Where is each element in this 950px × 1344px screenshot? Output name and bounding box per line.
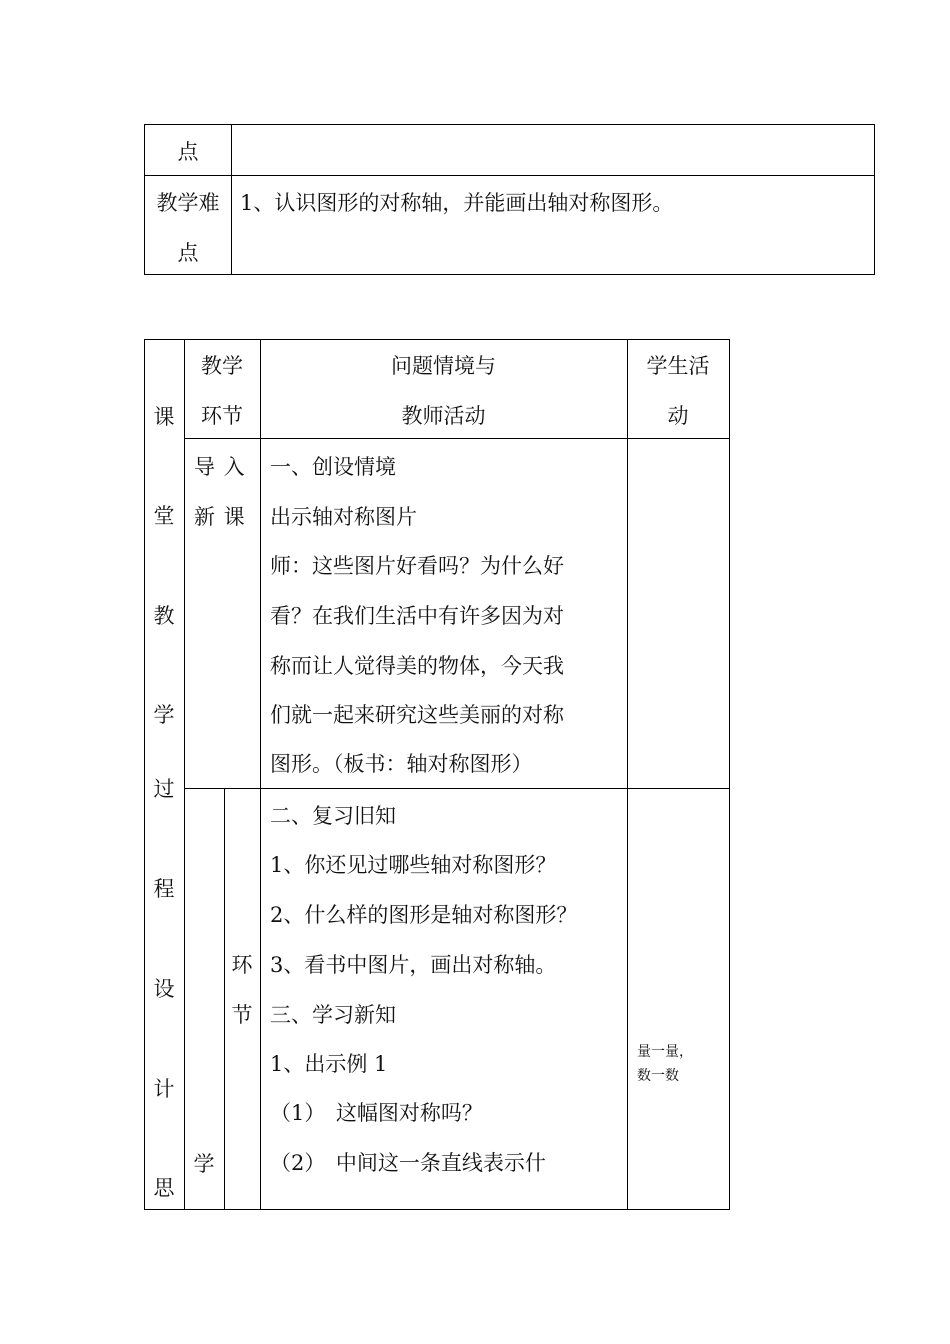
row-label: 点: [177, 241, 199, 265]
header-student: 学生活: [646, 354, 710, 378]
side-label-char: 程: [153, 877, 175, 901]
table-border: [144, 1209, 730, 1210]
header-section: 环节: [201, 404, 243, 428]
student-activity-line: 数一数: [637, 1068, 679, 1084]
teacher-activity-line: 看？在我们生活中有许多因为对: [270, 604, 564, 628]
section-label: 导 入: [194, 455, 246, 479]
side-label-char: 教: [153, 604, 175, 628]
student-activity-line: 量一量，: [637, 1044, 693, 1060]
side-label-char: 学: [153, 703, 175, 727]
side-label-char: 过: [153, 777, 175, 801]
header-section: 教学: [201, 354, 243, 378]
section-label: 环: [231, 953, 253, 977]
row-label: 教学难: [156, 191, 220, 215]
teacher-activity-line: （2） 中间这一条直线表示什: [270, 1151, 546, 1175]
table-border: [184, 339, 185, 1210]
section-label: 节: [231, 1003, 253, 1027]
table-border: [144, 175, 875, 176]
side-label-char: 堂: [153, 504, 175, 528]
side-label-char: 设: [153, 977, 175, 1001]
teacher-activity-line: 1、你还见过哪些轴对称图形？: [270, 853, 557, 877]
section-label: 学: [193, 1152, 215, 1176]
table-border: [874, 124, 875, 275]
teacher-activity-line: 们就一起来研究这些美丽的对称: [270, 703, 564, 727]
side-label-char: 课: [153, 405, 175, 429]
teacher-activity-line: 3、看书中图片，画出对称轴。: [270, 953, 557, 977]
teacher-activity-line: 2、什么样的图形是轴对称图形？: [270, 903, 578, 927]
difficulty-text: 1、认识图形的对称轴，并能画出轴对称图形。: [240, 191, 674, 215]
teacher-activity-line: （1） 这幅图对称吗？: [270, 1101, 483, 1125]
teacher-activity-line: 图形。（板书：轴对称图形）: [270, 752, 533, 776]
teacher-activity-line: 出示轴对称图片: [270, 505, 417, 529]
teacher-activity-line: 三、学习新知: [270, 1003, 396, 1027]
table-border: [627, 339, 628, 1210]
side-label-char: 计: [153, 1077, 175, 1101]
table-border: [729, 339, 730, 1210]
teacher-activity-line: 师：这些图片好看吗？为什么好: [270, 554, 564, 578]
table-border: [144, 339, 730, 340]
table-border: [144, 124, 875, 125]
teacher-activity-line: 称而让人觉得美的物体，今天我: [270, 654, 564, 678]
header-student: 动: [667, 404, 689, 428]
section-label: 新 课: [194, 505, 246, 529]
side-label-char: 思: [153, 1176, 175, 1200]
header-teacher: 问题情境与: [391, 354, 496, 378]
teacher-activity-line: 二、复习旧知: [270, 804, 396, 828]
table-border: [144, 274, 875, 275]
header-teacher: 教师活动: [401, 404, 486, 428]
row-label: 点: [177, 140, 199, 164]
table-border: [260, 339, 261, 1210]
teacher-activity-line: 1、出示例 1: [270, 1052, 388, 1076]
teacher-activity-line: 一、创设情境: [270, 455, 396, 479]
